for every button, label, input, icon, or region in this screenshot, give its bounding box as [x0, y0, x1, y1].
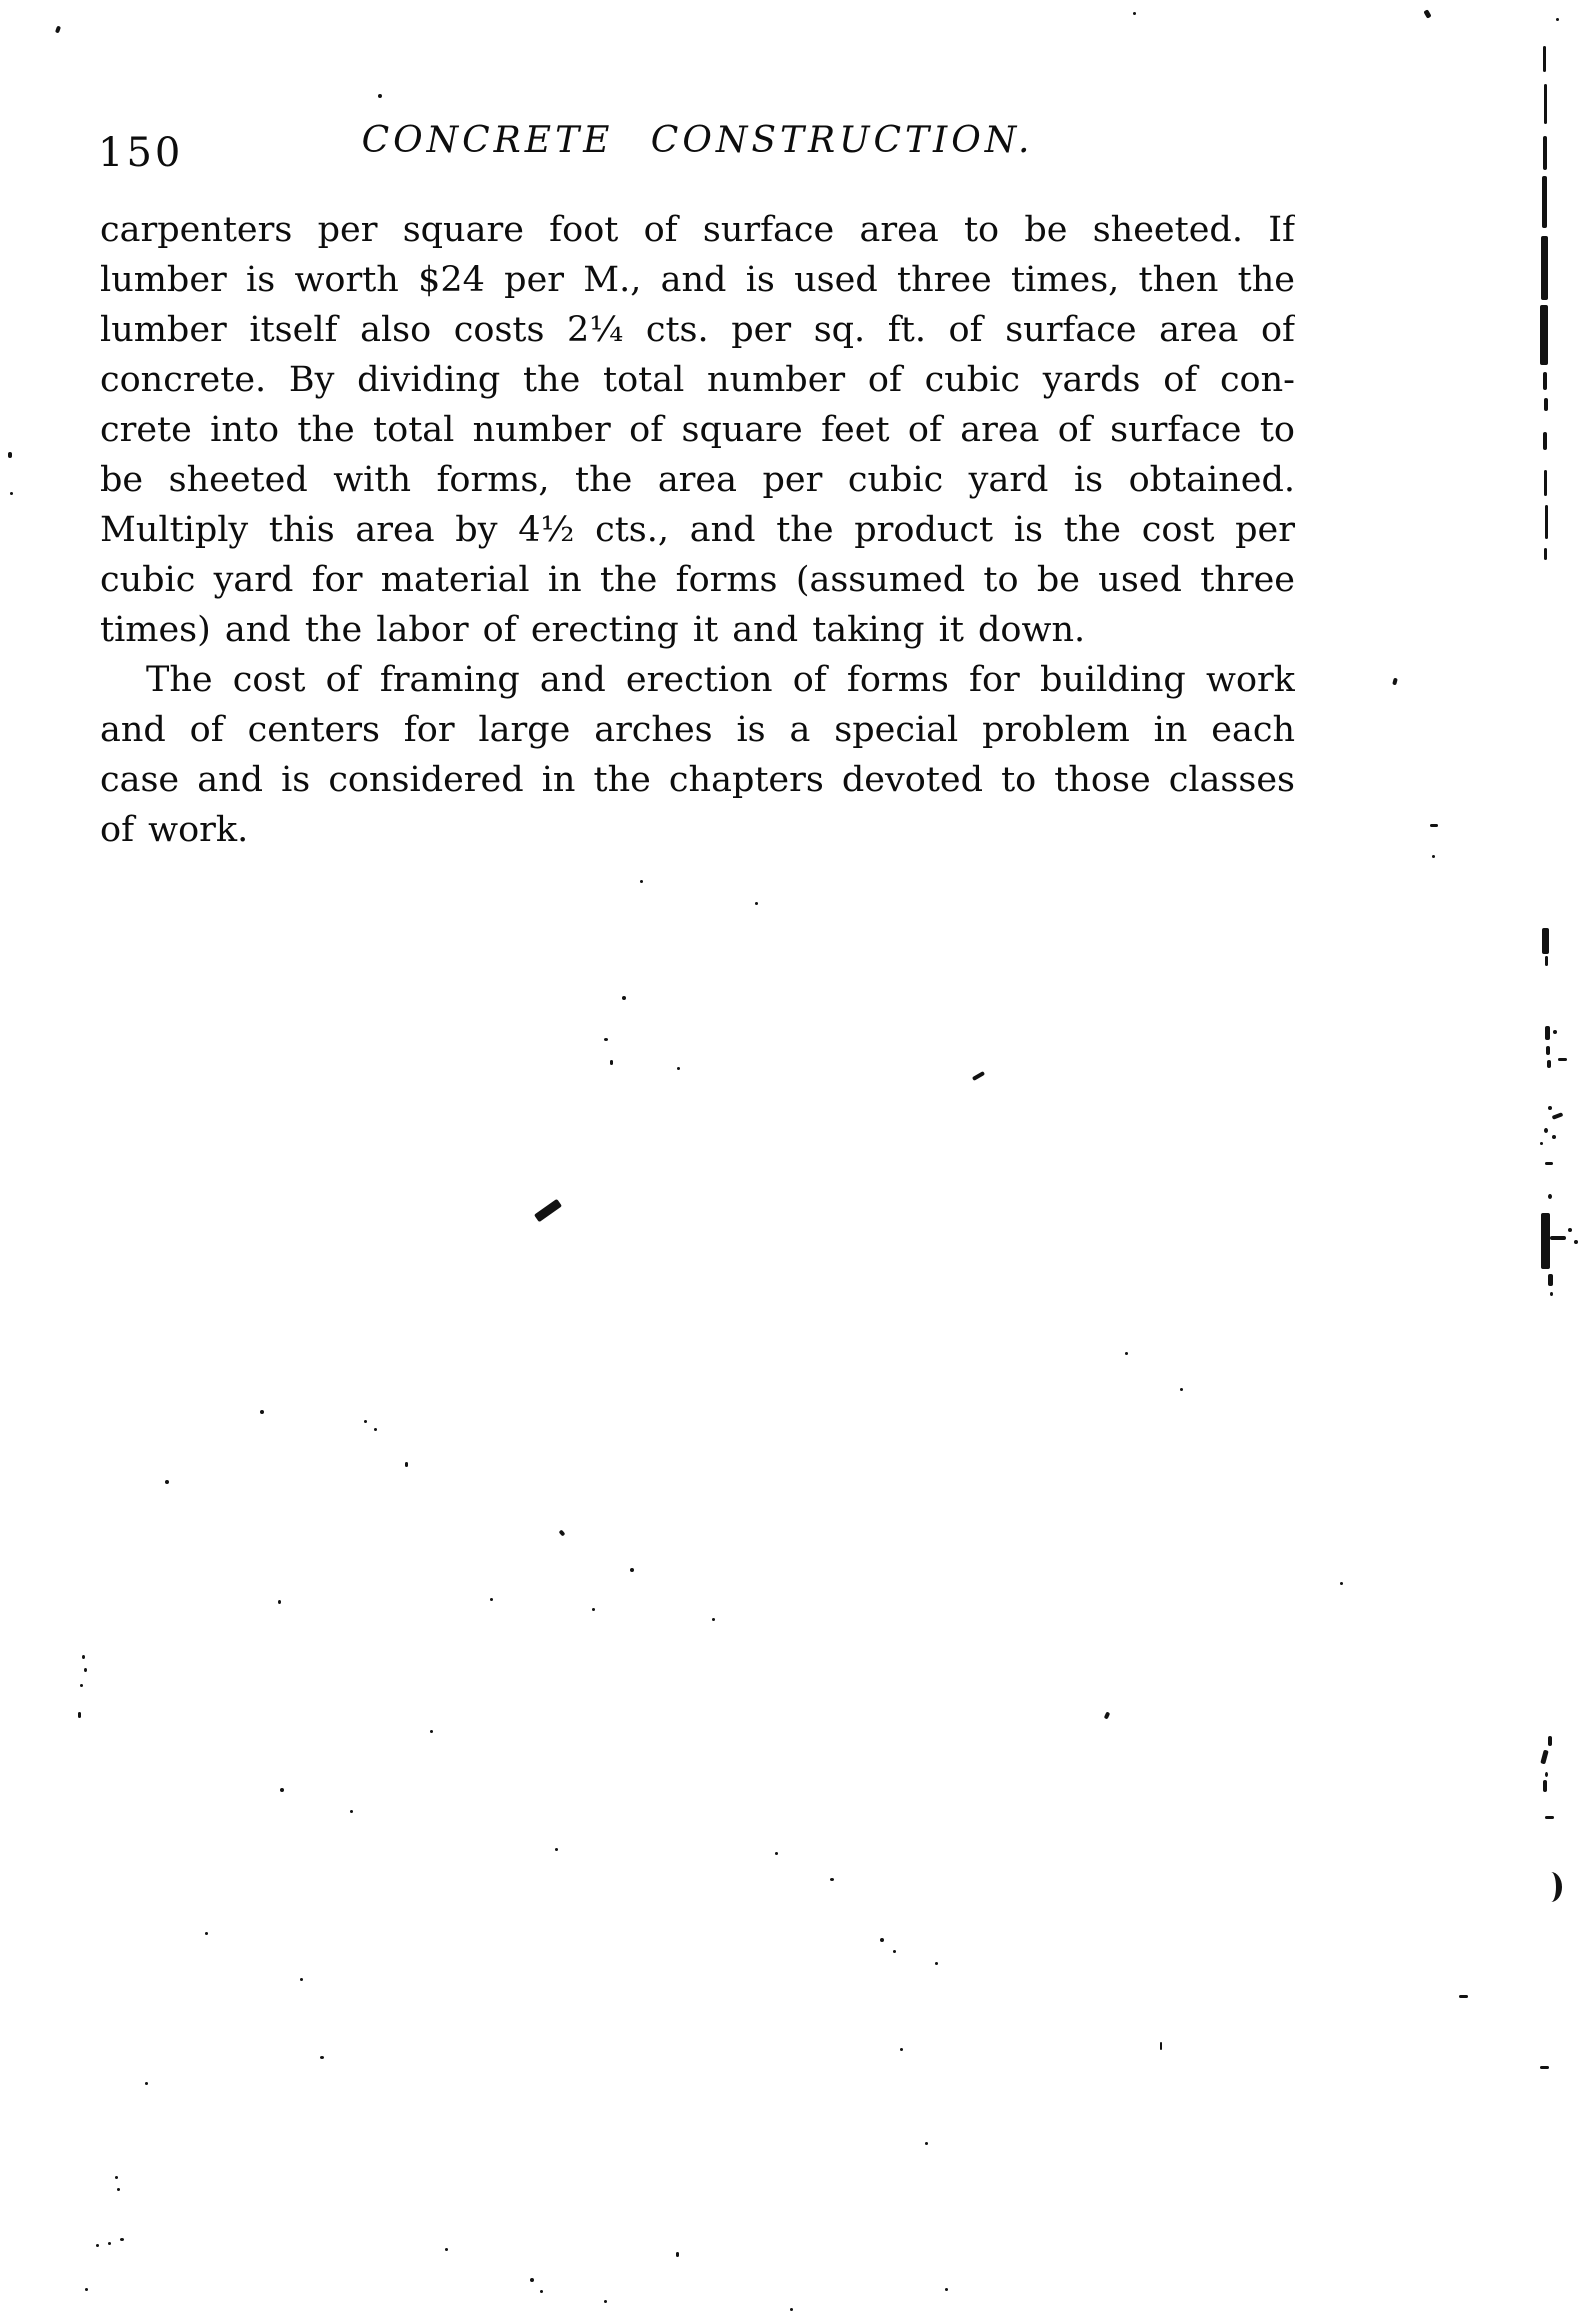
ink-speck	[55, 26, 61, 34]
ink-speck	[880, 1938, 884, 1942]
ink-speck	[1540, 305, 1548, 365]
ink-speck	[1568, 1228, 1572, 1232]
ink-speck	[1545, 1162, 1553, 1165]
page-number: 150	[98, 130, 184, 176]
text-line: concrete. By dividing the total number of cubic yards of con-	[100, 360, 1295, 400]
ink-speck	[320, 2056, 324, 2059]
ink-speck	[378, 94, 382, 98]
ink-speck	[1543, 372, 1547, 390]
ink-speck	[622, 996, 626, 1000]
ink-speck	[775, 1852, 778, 1855]
text-line: lumber itself also costs 2¼ cts. per sq. ft. of surface area of	[100, 310, 1295, 350]
ink-speck	[1545, 505, 1548, 539]
ink-speck	[374, 1428, 377, 1431]
ink-speck	[1459, 1995, 1468, 1998]
ink-speck	[604, 1038, 608, 1041]
ink-speck	[96, 2244, 99, 2247]
ink-speck	[120, 2238, 124, 2241]
ink-speck	[945, 2288, 948, 2291]
ink-speck	[1548, 1106, 1552, 1110]
ink-speck	[540, 2290, 543, 2293]
ink-speck	[8, 452, 12, 458]
text-line: be sheeted with forms, the area per cubic yard is obtained.	[100, 460, 1295, 500]
ink-speck	[85, 2288, 88, 2291]
ink-speck	[830, 1878, 834, 1881]
ink-speck	[1548, 1274, 1553, 1286]
ink-speck	[640, 880, 643, 883]
ink-speck	[1160, 2042, 1162, 2050]
ink-speck	[1133, 12, 1136, 15]
ink-speck	[430, 1730, 433, 1733]
ink-speck	[677, 1067, 680, 1070]
ink-speck	[900, 2048, 903, 2051]
ink-speck	[1544, 548, 1547, 560]
ink-speck	[364, 1420, 367, 1423]
text-line: case and is considered in the chapters devoted to those classes	[100, 760, 1295, 800]
ink-speck	[534, 1199, 562, 1222]
ink-speck	[1540, 1142, 1543, 1145]
ink-speck	[1552, 1112, 1564, 1120]
ink-speck	[1545, 1772, 1548, 1777]
ink-speck	[610, 1060, 613, 1065]
ink-speck	[1550, 1236, 1566, 1240]
ink-speck	[1430, 824, 1438, 827]
ink-speck	[630, 1568, 634, 1572]
ink-speck	[935, 1962, 938, 1965]
ink-speck	[755, 902, 758, 905]
text-line: cubic yard for material in the forms (assumed to be used three	[100, 560, 1295, 600]
ink-speck	[972, 1071, 985, 1081]
ink-speck	[1558, 1058, 1567, 1061]
ink-speck	[490, 1598, 493, 1601]
ink-speck	[1543, 1780, 1547, 1792]
ink-speck	[280, 1788, 284, 1792]
ink-speck	[1574, 1240, 1578, 1244]
text-line: Multiply this area by 4½ cts., and the product is the cost per	[100, 510, 1295, 550]
text-line: carpenters per square foot of surface area to be sheeted. If	[100, 210, 1295, 250]
ink-speck	[1547, 1060, 1551, 1068]
text-line: and of centers for large arches is a special problem in each	[100, 710, 1295, 750]
ink-speck	[1552, 1135, 1556, 1139]
ink-speck	[790, 2308, 793, 2311]
ink-speck	[10, 492, 13, 495]
ink-speck	[1544, 398, 1548, 411]
ink-speck	[1544, 1128, 1548, 1133]
ink-speck	[712, 1618, 715, 1621]
ink-speck	[205, 1932, 208, 1935]
ink-speck	[1543, 136, 1547, 170]
ink-speck	[117, 2188, 120, 2191]
ink-speck	[1543, 46, 1546, 72]
ink-speck	[555, 1848, 558, 1851]
ink-speck	[115, 2176, 118, 2179]
ink-speck	[1432, 855, 1435, 858]
ink-speck	[1544, 470, 1547, 496]
ink-speck	[1553, 1030, 1557, 1034]
ink-speck	[1540, 1872, 1562, 1902]
ink-speck	[1125, 1352, 1128, 1355]
ink-speck	[925, 2142, 928, 2145]
ink-speck	[78, 1712, 81, 1718]
text-line: times) and the labor of erecting it and taking it down.	[100, 610, 1086, 650]
text-line: crete into the total number of square feet of area of surface to	[100, 410, 1295, 450]
ink-speck	[1542, 176, 1547, 228]
ink-speck	[260, 1410, 264, 1414]
ink-speck	[1544, 84, 1547, 124]
ink-speck	[559, 1529, 566, 1536]
body-text	[100, 205, 1295, 855]
ink-speck	[1541, 236, 1548, 300]
ink-speck	[1545, 1026, 1550, 1040]
ink-speck	[592, 1608, 595, 1611]
ink-speck	[84, 1668, 87, 1672]
ink-speck	[350, 1810, 353, 1813]
ink-speck	[893, 1950, 896, 1953]
text-line: lumber is worth $24 per M., and is used three times, then the	[100, 260, 1295, 300]
ink-speck	[1545, 1816, 1554, 1819]
ink-speck	[300, 1978, 303, 1981]
ink-speck	[1556, 18, 1559, 21]
ink-speck	[1545, 956, 1548, 966]
ink-speck	[82, 1655, 85, 1659]
ink-speck	[1546, 1046, 1550, 1055]
ink-speck	[1423, 9, 1431, 18]
ink-speck	[1340, 1582, 1343, 1585]
ink-speck	[1542, 928, 1549, 954]
ink-speck	[405, 1462, 408, 1467]
ink-speck	[1541, 1213, 1550, 1269]
ink-speck	[108, 2242, 111, 2245]
ink-speck	[604, 2300, 607, 2303]
ink-speck	[1392, 678, 1398, 686]
ink-speck	[165, 1480, 169, 1484]
ink-speck	[676, 2252, 679, 2257]
ink-speck	[80, 1684, 83, 1687]
ink-speck	[530, 2278, 534, 2282]
ink-speck	[1548, 1736, 1552, 1746]
ink-speck	[278, 1600, 281, 1604]
ink-speck	[145, 2082, 148, 2085]
text-line: of work.	[100, 810, 249, 850]
ink-speck	[1548, 1194, 1552, 1199]
ink-speck	[1104, 1711, 1111, 1719]
ink-speck	[1543, 432, 1547, 450]
running-head: CONCRETE CONSTRUCTION.	[361, 120, 1034, 161]
ink-speck	[1180, 1388, 1183, 1391]
ink-speck	[445, 2248, 448, 2251]
text-line: The cost of framing and erection of forms for building work	[146, 660, 1295, 700]
ink-speck	[1540, 1750, 1548, 1765]
ink-speck	[1540, 2066, 1549, 2069]
ink-speck	[1550, 1292, 1553, 1296]
